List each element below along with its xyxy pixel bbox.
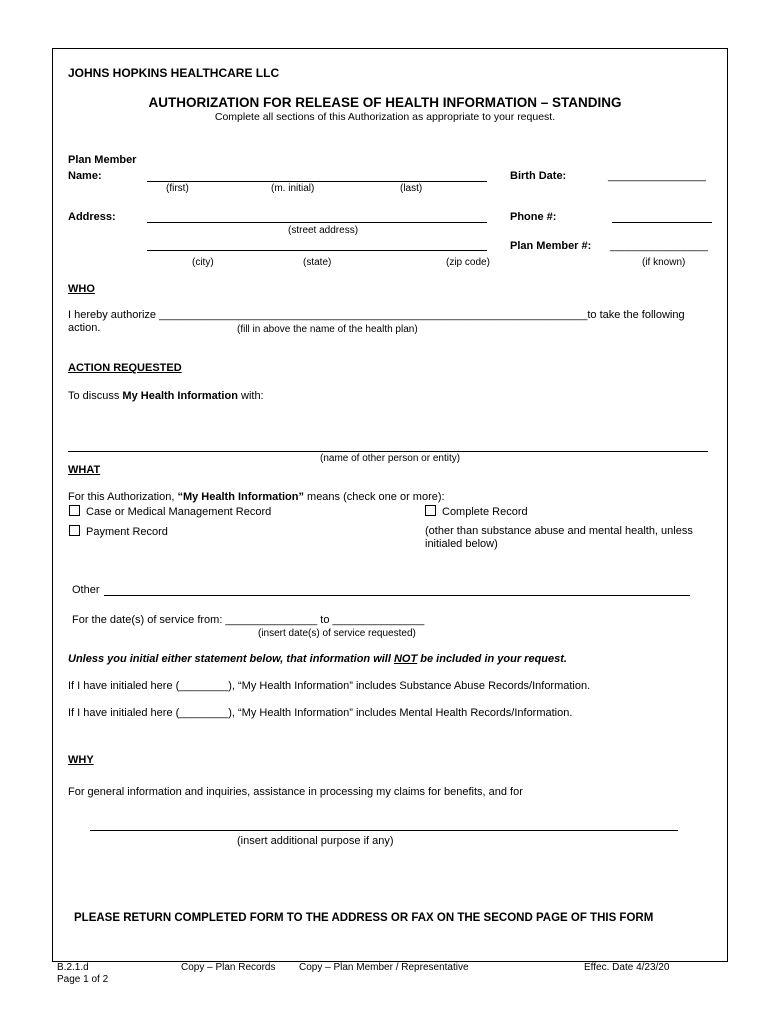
street-address-hint: (street address) <box>288 225 359 236</box>
additional-purpose-hint: (insert additional purpose if any) <box>237 835 394 847</box>
plan-member-number-field[interactable]: ________________ <box>610 240 708 252</box>
phone-label: Phone #: <box>510 211 557 223</box>
company-name: JOHNS HOPKINS HEALTHCARE LLC <box>68 66 280 80</box>
complete-record-note-line2: initialed below) <box>425 538 498 550</box>
form-subtitle: Complete all sections of this Authorization as appropriate to your request. <box>214 111 556 123</box>
phone-field[interactable] <box>612 222 712 223</box>
birth-date-field[interactable]: ________________ <box>608 170 706 182</box>
payment-record-checkbox[interactable] <box>69 525 80 536</box>
form-title: AUTHORIZATION FOR RELEASE OF HEALTH INFORMATION – STANDING <box>148 95 622 110</box>
complete-record-label: Complete Record <box>442 506 528 518</box>
other-person-hint: (name of other person or entity) <box>320 453 461 464</box>
street-address-field[interactable] <box>147 222 487 223</box>
substance-abuse-initial-line[interactable]: If I have initialed here (________), “My Health Information” includes Substance Abuse Records/Information. <box>68 680 591 692</box>
if-known-hint: (if known) <box>642 257 686 268</box>
city-hint: (city) <box>192 257 214 268</box>
service-dates-hint: (insert date(s) of service requested) <box>258 628 416 639</box>
return-notice: PLEASE RETURN COMPLETED FORM TO THE ADDRESS OR FAX ON THE SECOND PAGE OF THIS FORM <box>74 912 654 924</box>
case-management-checkbox[interactable] <box>69 505 80 516</box>
copy-plan-records: Copy – Plan Records <box>181 962 276 973</box>
who-authorize-line[interactable]: I hereby authorize ______________________________________________________________________to take the following <box>68 309 685 321</box>
who-action-text: action. <box>68 322 101 334</box>
form-code: B.2.1.d <box>57 962 89 973</box>
who-heading: WHO <box>68 283 95 295</box>
plan-member-label: Plan Member <box>68 154 137 166</box>
form-border <box>52 48 728 962</box>
address-label: Address: <box>68 211 116 223</box>
service-dates-line[interactable]: For the date(s) of service from: _______________ to _______________ <box>72 614 425 626</box>
complete-record-checkbox[interactable] <box>425 505 436 516</box>
mental-health-initial-line[interactable]: If I have initialed here (________), “My Health Information” includes Mental Health Records/Information. <box>68 707 573 719</box>
name-field[interactable] <box>147 181 487 182</box>
action-heading: ACTION REQUESTED <box>68 362 182 374</box>
other-person-field[interactable] <box>68 451 708 452</box>
case-management-label: Case or Medical Management Record <box>86 506 272 518</box>
other-label: Other <box>72 584 100 596</box>
initial-warning: Unless you initial either statement below, that information will NOT be included in your request. <box>68 653 567 665</box>
other-field[interactable] <box>104 595 690 596</box>
what-intro: For this Authorization, “My Health Information” means (check one or more): <box>68 491 445 503</box>
page-number: Page 1 of 2 <box>57 974 109 985</box>
birth-date-label: Birth Date: <box>510 170 567 182</box>
effective-date: Effec. Date 4/23/20 <box>584 962 670 973</box>
plan-member-number-label: Plan Member #: <box>510 240 592 252</box>
state-hint: (state) <box>303 257 332 268</box>
why-text: For general information and inquiries, assistance in processing my claims for benefits, and for <box>68 786 523 798</box>
why-heading: WHY <box>68 754 94 766</box>
payment-record-label: Payment Record <box>86 526 168 538</box>
who-hint: (fill in above the name of the health plan) <box>237 324 418 335</box>
what-heading: WHAT <box>68 464 101 476</box>
additional-purpose-field[interactable] <box>90 830 678 831</box>
name-label: Name: <box>68 170 102 182</box>
zip-hint: (zip code) <box>446 257 490 268</box>
complete-record-note-line1: (other than substance abuse and mental health, unless <box>425 525 693 537</box>
city-state-zip-field[interactable] <box>147 250 487 251</box>
action-text: To discuss My Health Information with: <box>68 390 264 402</box>
first-name-hint: (first) <box>166 183 189 194</box>
last-name-hint: (last) <box>400 183 423 194</box>
middle-initial-hint: (m. initial) <box>271 183 315 194</box>
copy-plan-member: Copy – Plan Member / Representative <box>299 962 469 973</box>
